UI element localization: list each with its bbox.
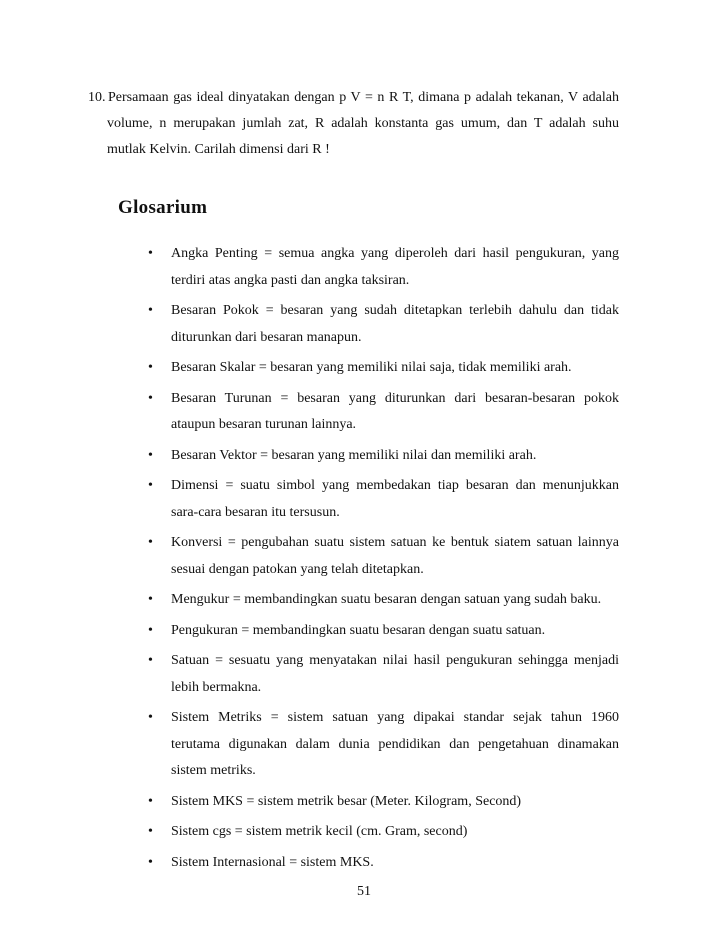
bullet-icon: • <box>148 592 153 607</box>
glossary-item-line: terutama digunakan dalam dunia pendidikan dan pengetahuan dinamakan <box>171 736 619 752</box>
glossary-item <box>148 648 619 701</box>
glossary-item-line: Pengukuran = membandingkan suatu besaran dengan suatu satuan. <box>171 622 546 638</box>
glossary-item-line: Sistem Metriks = sistem satuan yang dipakai standar sejak tahun 1960 <box>171 710 619 725</box>
bullet-icon: • <box>148 447 153 463</box>
glossary-item <box>148 850 619 877</box>
glossary-item <box>148 530 619 583</box>
glossary-item-line: terdiri atas angka pasti dan angka taksiran. <box>171 272 410 288</box>
bullet-icon: • <box>148 246 153 261</box>
glossary-item-line: sara-cara besaran itu tersusun. <box>171 504 340 520</box>
glossary-item-line: ataupun besaran turunan lainnya. <box>171 417 357 432</box>
bullet-icon: • <box>148 535 153 550</box>
glossary-item-line: diturunkan dari besaran manapun. <box>171 329 362 345</box>
bullet-icon: • <box>148 793 153 809</box>
glossary-item <box>148 618 619 645</box>
glossary-item-line: Dimensi = suatu simbol yang membedakan tiap besaran dan menunjukkan <box>171 478 619 493</box>
glossary-item-line: sistem metriks. <box>171 763 256 778</box>
question-10 <box>88 85 619 163</box>
glossary-item <box>148 386 619 439</box>
glossary-heading: Glosarium <box>118 197 208 218</box>
glossary-item-line: Konversi = pengubahan suatu sistem satuan ke bentuk siatem satuan lainnya <box>171 535 619 550</box>
glossary-item-line: lebih bermakna. <box>171 679 262 695</box>
glossary-item-line: Besaran Pokok = besaran yang sudah ditetapkan terlebih dahulu dan tidak <box>171 303 619 318</box>
glossary-item-line: Besaran Vektor = besaran yang memiliki nilai dan memiliki arah. <box>171 447 537 463</box>
bullet-icon: • <box>148 622 153 638</box>
bullet-icon: • <box>148 710 153 725</box>
glossary-item-line: Sistem MKS = sistem metrik besar (Meter. Kilogram, Second) <box>171 793 522 809</box>
question-line: mutlak Kelvin. Carilah dimensi dari R ! <box>107 142 330 157</box>
glossary-item-line: sesuai dengan patokan yang telah ditetapkan. <box>171 561 424 577</box>
bullet-icon: • <box>148 303 153 318</box>
question-line: Persamaan gas ideal dinyatakan dengan p V = n R T, dimana p adalah tekanan, V adalah <box>108 90 619 105</box>
bullet-icon: • <box>148 360 153 375</box>
glossary-item <box>148 587 619 614</box>
glossary-item-line: Satuan = sesuatu yang menyatakan nilai hasil pengukuran sehingga menjadi <box>171 653 619 668</box>
glossary-item-line: Mengukur = membandingkan suatu besaran dengan satuan yang sudah baku. <box>171 592 602 607</box>
bullet-icon: • <box>148 854 153 870</box>
glossary-list <box>148 241 619 876</box>
bullet-icon: • <box>148 390 153 406</box>
glossary-item-line: Sistem Internasional = sistem MKS. <box>171 854 374 870</box>
glossary-item <box>148 789 619 816</box>
glossary-item <box>148 443 619 470</box>
bullet-icon: • <box>148 824 153 839</box>
glossary-item <box>148 473 619 526</box>
glossary-item <box>148 819 619 846</box>
question-line: volume, n merupakan jumlah zat, R adalah konstanta gas umum, dan T adalah suhu <box>107 116 619 131</box>
glossary-item-line: Besaran Turunan = besaran yang diturunkan dari besaran-besaran pokok <box>171 390 619 406</box>
glossary-item <box>148 298 619 351</box>
bullet-icon: • <box>148 653 153 668</box>
glossary-item <box>148 705 619 785</box>
glossary-item-line: Angka Penting = semua angka yang diperoleh dari hasil pengukuran, yang <box>171 246 619 261</box>
bullet-icon: • <box>148 478 153 493</box>
page-number: 51 <box>357 884 371 899</box>
glossary-item <box>148 241 619 294</box>
glossary-item <box>148 355 619 382</box>
glossary-item-line: Sistem cgs = sistem metrik kecil (cm. Gram, second) <box>171 824 468 839</box>
glossary-item-line: Besaran Skalar = besaran yang memiliki nilai saja, tidak memiliki arah. <box>171 360 572 375</box>
question-number: 10. <box>88 90 106 105</box>
